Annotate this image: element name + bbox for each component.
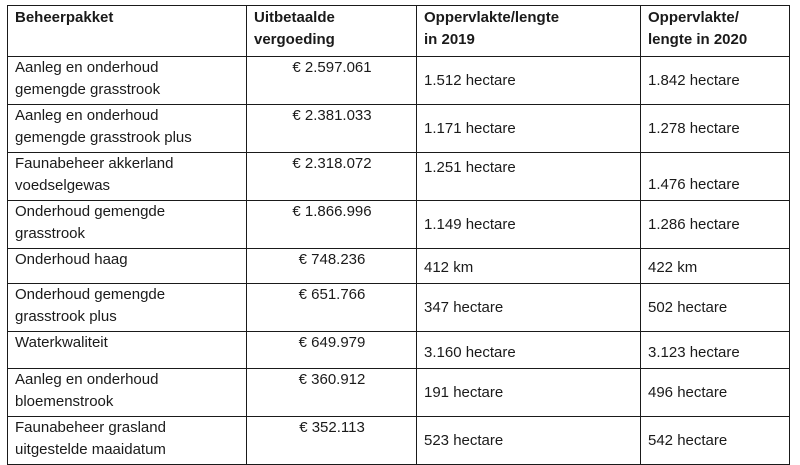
cell-opp-2020: 496 hectare — [641, 369, 790, 417]
cell-vergoeding: € 649.979 — [247, 332, 417, 369]
cell-beheerpakket: Faunabeheer grasland uitgestelde maaidatum — [8, 417, 247, 465]
cell-vergoeding: € 748.236 — [247, 249, 417, 284]
cell-opp-2020: 502 hectare — [641, 284, 790, 332]
table-row — [8, 57, 790, 105]
cell-opp-2019: 1.512 hectare — [417, 57, 641, 105]
header-oppervlakte-2019: Oppervlakte/lengte in 2019 — [417, 6, 641, 57]
header-uitbetaalde-vergoeding: Uitbetaalde vergoeding — [247, 6, 417, 57]
cell-beheerpakket: Aanleg en onderhoud bloemenstrook — [8, 369, 247, 417]
cell-beheerpakket: Onderhoud gemengde grasstrook plus — [8, 284, 247, 332]
cell-opp-2020: 3.123 hectare — [641, 332, 790, 369]
cell-vergoeding: € 360.912 — [247, 369, 417, 417]
table-row — [8, 249, 790, 284]
cell-beheerpakket: Onderhoud haag — [8, 249, 247, 284]
cell-opp-2019: 1.171 hectare — [417, 105, 641, 153]
cell-vergoeding: € 352.113 — [247, 417, 417, 465]
cell-beheerpakket: Waterkwaliteit — [8, 332, 247, 369]
table-header-row — [8, 6, 790, 57]
cell-opp-2020: 1.842 hectare — [641, 57, 790, 105]
cell-opp-2020: 1.278 hectare — [641, 105, 790, 153]
cell-opp-2019: 523 hectare — [417, 417, 641, 465]
cell-vergoeding: € 2.597.061 — [247, 57, 417, 105]
beheerpakket-table — [7, 5, 790, 465]
table-row — [8, 105, 790, 153]
cell-opp-2019: 347 hectare — [417, 284, 641, 332]
cell-opp-2019: 1.251 hectare — [417, 153, 641, 201]
cell-opp-2019: 412 km — [417, 249, 641, 284]
cell-vergoeding: € 2.318.072 — [247, 153, 417, 201]
table-row — [8, 417, 790, 465]
cell-opp-2020: 1.286 hectare — [641, 201, 790, 249]
cell-opp-2020: 422 km — [641, 249, 790, 284]
table-row — [8, 369, 790, 417]
cell-beheerpakket: Onderhoud gemengde grasstrook — [8, 201, 247, 249]
cell-opp-2020: 542 hectare — [641, 417, 790, 465]
header-beheerpakket: Beheerpakket — [8, 6, 247, 57]
cell-opp-2019: 1.149 hectare — [417, 201, 641, 249]
cell-vergoeding: € 1.866.996 — [247, 201, 417, 249]
header-oppervlakte-2020: Oppervlakte/ lengte in 2020 — [641, 6, 790, 57]
table-row — [8, 201, 790, 249]
table-row — [8, 332, 790, 369]
cell-vergoeding: € 651.766 — [247, 284, 417, 332]
cell-opp-2019: 3.160 hectare — [417, 332, 641, 369]
cell-opp-2020: 1.476 hectare — [641, 153, 790, 201]
cell-beheerpakket: Faunabeheer akkerland voedselgewas — [8, 153, 247, 201]
cell-vergoeding: € 2.381.033 — [247, 105, 417, 153]
cell-beheerpakket: Aanleg en onderhoud gemengde grasstrook plus — [8, 105, 247, 153]
cell-opp-2019: 191 hectare — [417, 369, 641, 417]
table-row — [8, 284, 790, 332]
table-row — [8, 153, 790, 201]
cell-beheerpakket: Aanleg en onderhoud gemengde grasstrook — [8, 57, 247, 105]
